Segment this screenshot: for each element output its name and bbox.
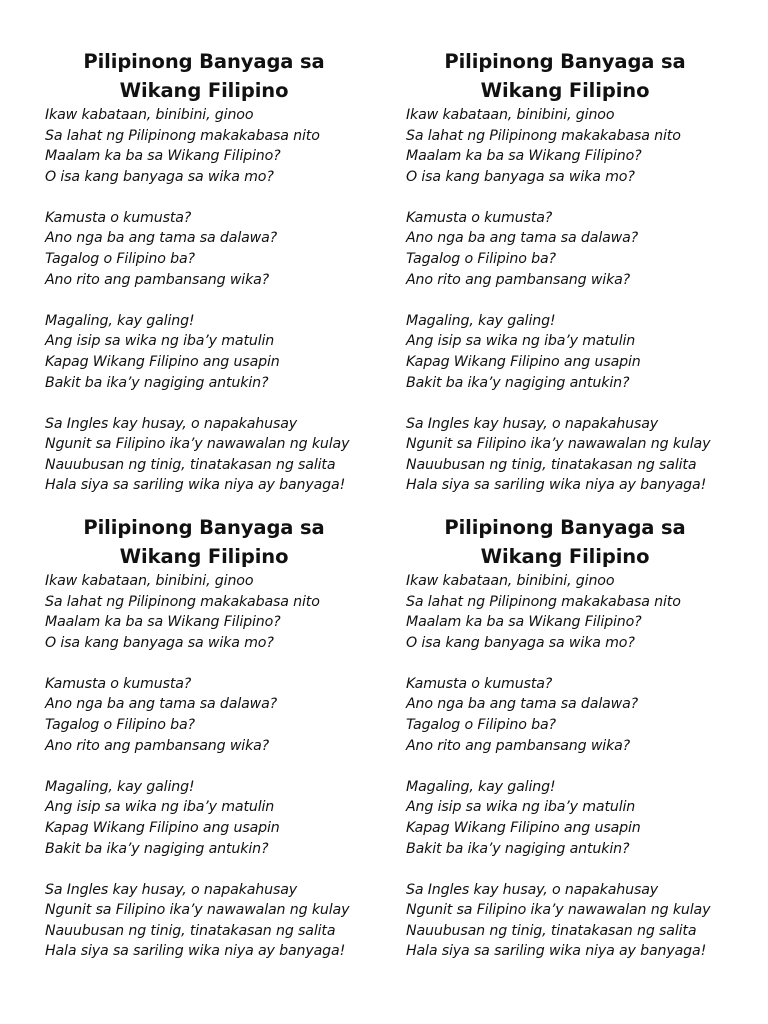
poem-line: Ano nga ba ang tama sa dalawa? <box>406 230 639 247</box>
poem-stanza <box>406 571 751 653</box>
poem-card <box>45 47 390 517</box>
poem-line: Ngunit sa Filipino ika’y nawawalan ng kulay <box>406 436 711 453</box>
poem-line: Hala siya sa sariling wika niya ay banyaga! <box>406 943 707 960</box>
poem-stanza <box>45 311 390 393</box>
poem-line: Sa Ingles kay husay, o napakahusay <box>406 415 659 432</box>
poem-line: Ano nga ba ang tama sa dalawa? <box>406 696 639 713</box>
poem-stanza <box>45 880 390 962</box>
poem-stanza <box>45 571 390 653</box>
poem-line: Sa Ingles kay husay, o napakahusay <box>45 415 298 432</box>
poem-line: Kapag Wikang Filipino ang usapin <box>45 819 280 836</box>
poem-line: O isa kang banyaga sa wika mo? <box>406 168 635 185</box>
poem-line: Magaling, kay galing! <box>406 312 556 329</box>
poem-stanza <box>406 208 751 290</box>
poem-line: O isa kang banyaga sa wika mo? <box>406 634 635 651</box>
poem-line: Ano rito ang pambansang wika? <box>406 737 631 754</box>
poem-line: Ano rito ang pambansang wika? <box>45 737 270 754</box>
poem-line: Sa lahat ng Pilipinong makakabasa nito <box>406 127 681 144</box>
poem-line: Hala siya sa sariling wika niya ay banyaga! <box>45 477 346 494</box>
poem-line: Ano nga ba ang tama sa dalawa? <box>45 230 278 247</box>
poem-line: Nauubusan ng tinig, tinatakasan ng salita <box>406 922 697 939</box>
poem-line: Ikaw kabataan, binibini, ginoo <box>45 107 254 123</box>
poem-line: Bakit ba ika’y nagiging antukin? <box>406 840 630 857</box>
poem-line: Maalam ka ba sa Wikang Filipino? <box>406 148 642 165</box>
poem-line: Kapag Wikang Filipino ang usapin <box>45 353 280 370</box>
poem-card <box>45 513 390 983</box>
poem-line: Ikaw kabataan, binibini, ginoo <box>406 107 615 123</box>
poem-line: Ano rito ang pambansang wika? <box>45 271 270 288</box>
poem-stanza <box>406 311 751 393</box>
poem-line: Tagalog o Filipino ba? <box>406 717 556 734</box>
poem-line: O isa kang banyaga sa wika mo? <box>45 168 274 185</box>
poem-line: Tagalog o Filipino ba? <box>406 251 556 268</box>
poem-line: Nauubusan ng tinig, tinatakasan ng salita <box>45 456 336 473</box>
poem-line: Kamusta o kumusta? <box>45 675 192 692</box>
poem-line: Sa Ingles kay husay, o napakahusay <box>45 881 298 898</box>
poem-line: Ngunit sa Filipino ika’y nawawalan ng kulay <box>45 436 350 453</box>
poem-line: Magaling, kay galing! <box>45 778 195 795</box>
poem-title: Pilipinong Banyaga sa Wikang Filipino <box>444 50 686 102</box>
poem-stanza <box>406 105 751 187</box>
poem-stanza <box>406 880 751 962</box>
poem-line: Maalam ka ba sa Wikang Filipino? <box>45 614 281 631</box>
poem-line: Ang isip sa wika ng iba’y matulin <box>45 799 275 816</box>
poem-line: Magaling, kay galing! <box>45 312 195 329</box>
poem-line: Ikaw kabataan, binibini, ginoo <box>45 573 254 589</box>
poem-line: Bakit ba ika’y nagiging antukin? <box>406 374 630 391</box>
poem-line: Tagalog o Filipino ba? <box>45 251 195 268</box>
poem-line: Ano nga ba ang tama sa dalawa? <box>45 696 278 713</box>
poem-line: Kamusta o kumusta? <box>406 675 553 692</box>
poem-line: Ikaw kabataan, binibini, ginoo <box>406 573 615 589</box>
poem-line: Hala siya sa sariling wika niya ay banyaga! <box>45 943 346 960</box>
poem-line: O isa kang banyaga sa wika mo? <box>45 634 274 651</box>
poem-card <box>406 513 751 983</box>
poem-line: Kamusta o kumusta? <box>45 209 192 226</box>
poem-stanza <box>45 414 390 496</box>
poem-stanza <box>45 777 390 859</box>
poem-line: Kapag Wikang Filipino ang usapin <box>406 353 641 370</box>
poem-line: Ngunit sa Filipino ika’y nawawalan ng kulay <box>45 902 350 919</box>
poem-line: Sa lahat ng Pilipinong makakabasa nito <box>406 593 681 610</box>
poem-line: Kapag Wikang Filipino ang usapin <box>406 819 641 836</box>
poem-line: Nauubusan ng tinig, tinatakasan ng salita <box>406 456 697 473</box>
poem-stanza <box>406 777 751 859</box>
poem-stanza <box>45 105 390 187</box>
poem-line: Hala siya sa sariling wika niya ay banyaga! <box>406 477 707 494</box>
poem-title: Pilipinong Banyaga sa Wikang Filipino <box>444 516 686 568</box>
poem-line: Ang isip sa wika ng iba’y matulin <box>45 333 275 350</box>
poem-stanza <box>45 674 390 756</box>
poem-line: Sa Ingles kay husay, o napakahusay <box>406 881 659 898</box>
poem-title: Pilipinong Banyaga sa Wikang Filipino <box>83 50 325 102</box>
poem-line: Ngunit sa Filipino ika’y nawawalan ng kulay <box>406 902 711 919</box>
poem-stanza <box>406 674 751 756</box>
poem-card <box>406 47 751 517</box>
poem-line: Ano rito ang pambansang wika? <box>406 271 631 288</box>
poem-line: Magaling, kay galing! <box>406 778 556 795</box>
poem-line: Maalam ka ba sa Wikang Filipino? <box>406 614 642 631</box>
poem-line: Kamusta o kumusta? <box>406 209 553 226</box>
poem-line: Maalam ka ba sa Wikang Filipino? <box>45 148 281 165</box>
poem-line: Bakit ba ika’y nagiging antukin? <box>45 840 269 857</box>
poem-title: Pilipinong Banyaga sa Wikang Filipino <box>83 516 325 568</box>
poem-stanza <box>406 414 751 496</box>
poem-line: Sa lahat ng Pilipinong makakabasa nito <box>45 127 320 144</box>
poem-line: Ang isip sa wika ng iba’y matulin <box>406 333 636 350</box>
poem-line: Sa lahat ng Pilipinong makakabasa nito <box>45 593 320 610</box>
poem-line: Tagalog o Filipino ba? <box>45 717 195 734</box>
poem-line: Nauubusan ng tinig, tinatakasan ng salita <box>45 922 336 939</box>
poem-line: Ang isip sa wika ng iba’y matulin <box>406 799 636 816</box>
poem-line: Bakit ba ika’y nagiging antukin? <box>45 374 269 391</box>
poem-stanza <box>45 208 390 290</box>
